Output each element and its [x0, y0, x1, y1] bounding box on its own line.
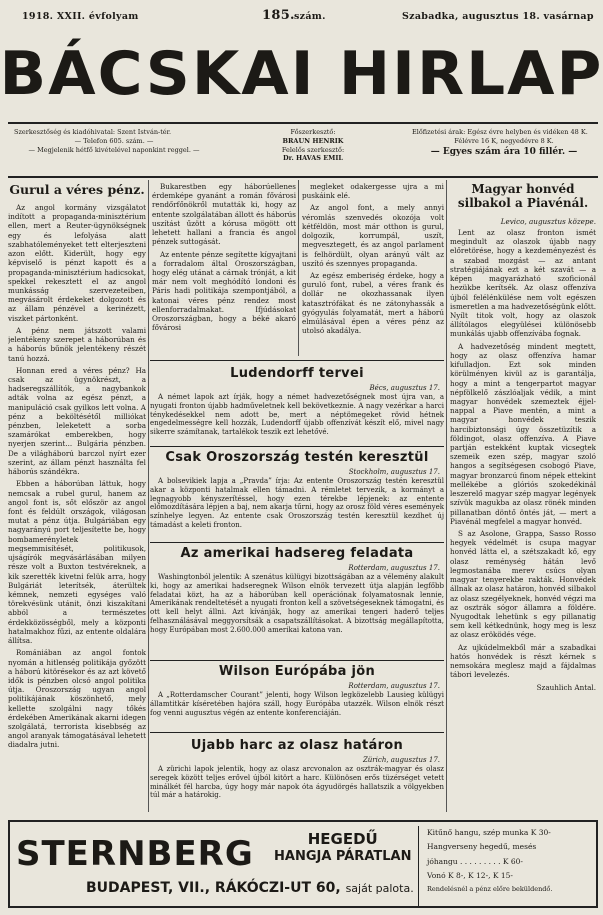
article-dateline: Stockholm, augusztus 17.: [348, 468, 440, 476]
subscription-info: [412, 128, 596, 158]
paragraph: Az angol kormány vizsgálatot indított a propaganda-minisztérium ellen, mert a Reuter-ügynökségnek egy és lefolyása alatt szabhatóleményeket tett elterjeszteni azon előtt. Kiderült, hogy egy képviselő is pénzt kapott és a propaganda-minisztérium hadicsokat, spekkel rekesztett el az angol munkásság szervezeteiben, megvásárolt érdekeket dolgozott és az állam pénzével a kerinézett, viszket pártonként.: [8, 203, 146, 323]
newspaper-title: BÁCSKAI HIRLAP: [0, 39, 603, 109]
article-headline: Csak Oroszország testén keresztül: [165, 450, 429, 465]
publisher-info: [14, 128, 214, 154]
paragraph: megleket odakergesse ujra a mi puskáink elé.: [302, 182, 444, 201]
article-dateline: Zürich, augusztus 17.: [362, 756, 440, 764]
subscription-line: Félévre 16 K, negyedévre 8 K.: [454, 136, 554, 145]
right-dateline: Levico, augusztus közepe.: [500, 216, 596, 226]
divider: [150, 732, 444, 733]
article-body: A német lapok azt írják, hogy a német hadvezetőségnek most újra van, a nyugati fronton újabb hadműveletnek kell bekövetkeznie. A nagy vezérkar a harci ténykedésekkel nem adott be, mert a néptömegeket rövid hétnek engedelmességre kell hozzák, Ludendorff újabb offenzívát készít elő, mivel nagy sikerre számítanak, tartalékok teszik ezt lehetővé.: [150, 393, 444, 437]
paragraph: Lent az olasz fronton ismét megindult az olaszok újabb nagy előretörése, hogy a kezdeményezést és a szabad mozgást — az antant stratégiájának ezt a két szavát — a képen magyarázható szoficionál hezükbe kerítsék. Az olasz offenzíva újból felélénkülése nem volt egészen ismeretlen a ma hadvezetőségünk előtt. Nyílt titok volt, hogy az olaszok állítólagos elegyülései különösebb munkálás ujabb offenzívába fognak.: [450, 228, 596, 339]
paragraph: A hadvezetőség mindent megtett, hogy az olasz offenzíva hamar kifulladjon. Ezt sok minden körülményen kivül az is garantálja, hogy a mint a tengerpartot magyar népfölkelő zászlóaljak védik, a mint magyar honvédek szemeztek éjjel-nappal a Piave mentén, a mint a magyar honvédek teszik harcibiztonsági úgy összetüzítik a földingot, olasz offenzíva. A Piave partján estekként kuptak vicsegtek szemeik ezen szép, magyar szoló hangos a segítségesen csobogó Piave, magyar bronzarcú finom népek ettekint mellékébe a glóriós szokedékinál leszerelő magyar szép magyar legények szívük magukba az olasz rönék minden pillanatban döntő öntés ját, — mert a Piavénál megfelel a magyar honvéd.: [450, 341, 596, 526]
top-line: [0, 0, 603, 28]
editor-line: Dr. HAVAS EMIL: [282, 154, 343, 163]
article-headline: Wilson Európába jön: [218, 664, 376, 679]
divider: [150, 542, 444, 543]
article-dateline: Bécs, augusztus 17.: [369, 384, 440, 392]
publisher-line: — Telefon 605. szám. —: [74, 136, 154, 145]
top-right-column: [302, 182, 444, 358]
publisher-line: — Megjelenik hétfő kivételével naponkint reggel. —: [28, 145, 200, 154]
ad-address-text: BUDAPEST, VII., RÁKÓCZI-UT 60,: [86, 880, 341, 896]
right-headline: Magyar honvéd silbakol a Piavénál.: [457, 182, 589, 211]
paragraph: Az ujkúdelmekből már a szabadkai hatós honvédek is részt kérnek s nemsokára meglesz majd a fájdalmas tábori levelezés.: [450, 642, 596, 680]
article-dateline: Rotterdam, augusztus 17.: [348, 564, 440, 572]
divider: [150, 660, 444, 661]
column-rule: [446, 180, 447, 812]
article-ludendorff: [150, 366, 444, 444]
place-date: Szabadka, augusztus 18. vasárnap: [402, 11, 594, 22]
editor-line: BRAUN HENRIK: [282, 136, 344, 145]
divider: [150, 446, 444, 447]
editor-line: Főszerkesztő:: [290, 128, 336, 136]
left-column: [8, 180, 146, 812]
masthead: [0, 28, 603, 120]
price-line: Rendelésnél a pénz előre beküldendő.: [427, 885, 553, 893]
price-line: Hangverseny hegedű, mesés: [427, 842, 537, 852]
article-dateline: Rotterdam, augusztus 17.: [348, 682, 440, 690]
right-column: [450, 180, 596, 812]
article-oroszorszag: [150, 450, 444, 540]
article-olasz-hatar: [150, 738, 444, 814]
year-line: 1918. XXII. évfolyam: [22, 11, 139, 22]
left-headline: Gurul a véres pénz.: [9, 182, 145, 197]
column-rule: [298, 180, 299, 356]
divider: [150, 360, 444, 361]
paragraph: Bukarestben egy háborúellenes érdemképe gyanánt a román fővárosi rendőrfőnökről mutatták ki, hogy az entente szolgálatában állott és háborús uszítást űzött a kórusa mögött ott lehetett hallani a francia és angol pénzek suttogását.: [152, 182, 296, 247]
article-body: A bolsevikiek lapja a „Pravda” írja: Az entente Oroszország testén keresztül akar a központi hatalmak ellen támadni. A rémletet tervezik, a kormányt a legnagyobb kényszerítéssel, hogy ezen térekbe lépjenek: az entente előmozdítására lépjen a baj, nem akarja tűrni, hogy az orosz föld véres események színhelye legyen. Az entente csak Oroszország testén keresztül kezdhet új támadást a keleti fronton.: [150, 477, 444, 530]
article-body: Washingtonból jelentik: A szenátus külügyi bizottságában az a vélemény alakult ki, hogy az amerikai hadseregnek Wilson elnök tervezett útja alapján legfőbb feladatai közt, ha az a háborúban kell operációnak folyamatosnak lennie, Amerikának rendeltetését a nyugati fronton kell a szövetségeseknek támogatni, és ott kell helyt állni. Azt kívánják, hogy az amerikai tengeri haderő teljes felhasználásával meggyorsítsák a csapatszállításokat. A bizottság megállapította, hogy Európában most 2.600.000 amerikai katona van.: [150, 573, 444, 634]
author-signature: Szauhlich Antal.: [536, 682, 596, 692]
article-body: A „Rotterdamscher Courant” jelenti, hogy Wilson legközelebb Lausieg külügyi államtitkár kíséretében hajóra száll, hogy Európába utazzék. Wilson elnök részt fog venni augusztus végén az entente konferenciáján.: [150, 691, 444, 717]
divider: [8, 176, 598, 178]
price-line: Vonó K 8-, K 12-, K 15-: [427, 870, 513, 880]
paragraph: S az Asolone, Grappa, Sasso Rosso hegyek védelmét is csupa magyar honvéd látta el, a szétszakadt kő, egy olasz reménység hátán levő legmostanába merev csúcs olyan magyar tenyerekbe rakták. Honvédek állnak az olasz határon, honvéd silbakol az olasz szegélyeknek, honvéd végzi ma az osztrák sógor államra a földére. Nyugodtak lehetünk s egy pillanatig sem kell kétkednünk, hogy meg is lesz az olasz eröködés vége.: [450, 529, 596, 640]
paragraph: Az entente pénze segítette kígyajtani a forradalom által Oroszországban, hogy elég utánat a cárnak trónját, a kit már nem volt meghódító londoni és Páris hadi politikája szempontjából, a katonai véres pénz rendez most ellenforradalmakat. Ifjúdásokat Oroszországban, hogy a béké akaró fővárosi: [152, 249, 296, 333]
top-center-column: [152, 182, 296, 358]
article-headline: Az amerikai hadsereg feladata: [180, 546, 414, 561]
info-bar: [8, 124, 598, 176]
editor-info: [258, 128, 368, 163]
article-headline: Ludendorff tervei: [230, 366, 364, 381]
ad-tagline-line: HANGJA PÁRATLAN: [274, 848, 412, 864]
sternberg-advertisement: [8, 820, 598, 908]
paragraph: Honnan ered a véres pénz? Ha csak az ügynökrészt, a hadseregszállítók, a nagybankok adták volna az egész pénzt, a manipuláció csak gyilkos lett volna. A pénz a beköltésétől milliókat pénzben, leleketett a sorba szamárókat emberekben, hogy nyerjen szerint... Bulgária pénzben. De a világháború barczol nyírt ezer szerint, az állam pénzt használta fel háborús szándékra.: [8, 365, 146, 477]
article-body: A zürichi lapok jelentik, hogy az olasz arcvonalon az osztrák-magyar és olasz seregek között teljes erővel újból kitört a harc. Különösen erős tüzérséget vetett minálkét fél harcba, úgy hogy már napok óta ágyudörgés hallatszik a völgyekben túl már a határokig.: [150, 765, 444, 800]
price-line: jóhangu . . . . . . . . . K 60-: [427, 856, 523, 866]
issue-label: szám.: [294, 11, 326, 22]
paragraph: Az egész emberiség érdeke, hogy a guruló font, rubel, a véres frank és dollár ne okozhassanak ilyen katasztrófákat és ne zátonyhassák a gyógyulás folyamatát, mert a háború elmúlásával épen a véres pénz az utolsó akadálya.: [302, 270, 444, 336]
subscription-line: — Egyes szám ára 10 fillér. —: [430, 146, 578, 157]
subscription-line: Előfizetési árak: Egész évre helyben és vidéken 48 K.: [412, 128, 588, 136]
paragraph: Ebben a háborúban láttuk, hogy nemcsak a rubel gurul, hanem az angol font is, sőt először az angol font és feldúlt országok, világosan mutat a pénz útja. Bulgáriában egy nagyarányú port teljesítette be, hogy bombamerényletek megsemmisítését, politikusok, ujságírók megvásárlásában milyen része volt a Buxton testvéreknek, a kik szerették kivetni felük arra, hogy Bulgáriát leterítsék, áterültek kémnek, nemzeti egységes való törekvésünk utánit, önzi kiszakítani abból a természetes érdekközösségből, mely a központi hatalmakhoz fűzi, az entente oldalára állítsa.: [8, 479, 146, 646]
issue-number: 185.: [262, 8, 295, 23]
paragraph: Az angol font, a mely annyi véromlás szenvedés okozója volt kétféldön, most már otthon is gurul, dolgozik, korrumpál, uszít, megvesztegett, és az angol parlament is felhördült, olyan arányú vált az uszító és szennyes propaganda.: [302, 203, 444, 268]
ad-brand: STERNBERG: [16, 834, 254, 874]
article-headline: Ujabb harc az olasz határon: [190, 738, 404, 753]
paragraph: Romániában az angol fontok nyomán a hitlenség politikája győzött a háború kitörésekor és az azt követő idők is pénzben olcsó angol politika útja. Oroszország ugyan angol politikájának köszönhető, mely kellette szolgálni nagy tőkés érdekében Amerikának akarni idegen szolgálatá, terrorista kisebbség az angol aranyak támogatásával lehetett diadalra jutni.: [8, 648, 146, 750]
publisher-line: Szerkesztőség és kiadóhivatal: Szent István-tér.: [14, 128, 172, 136]
ad-tagline: [274, 830, 411, 865]
ad-tagline-line: HEGEDŰ: [307, 830, 378, 848]
column-rule: [148, 180, 149, 812]
paragraph: A pénz nem játszott valami jelentékeny szerepet a háborúban és a háborús bűnök jelentékeny részét tanú hozzá.: [8, 325, 146, 363]
editor-line: Felelős szerkesztő:: [281, 145, 345, 154]
ad-price-list: [418, 826, 594, 906]
ad-address: [86, 880, 414, 896]
article-wilson: [150, 664, 444, 730]
price-line: Kitűnő hangu, szép munka K 30-: [427, 828, 551, 837]
article-amerikai: [150, 546, 444, 658]
ad-address-suffix: saját palota.: [345, 882, 414, 895]
